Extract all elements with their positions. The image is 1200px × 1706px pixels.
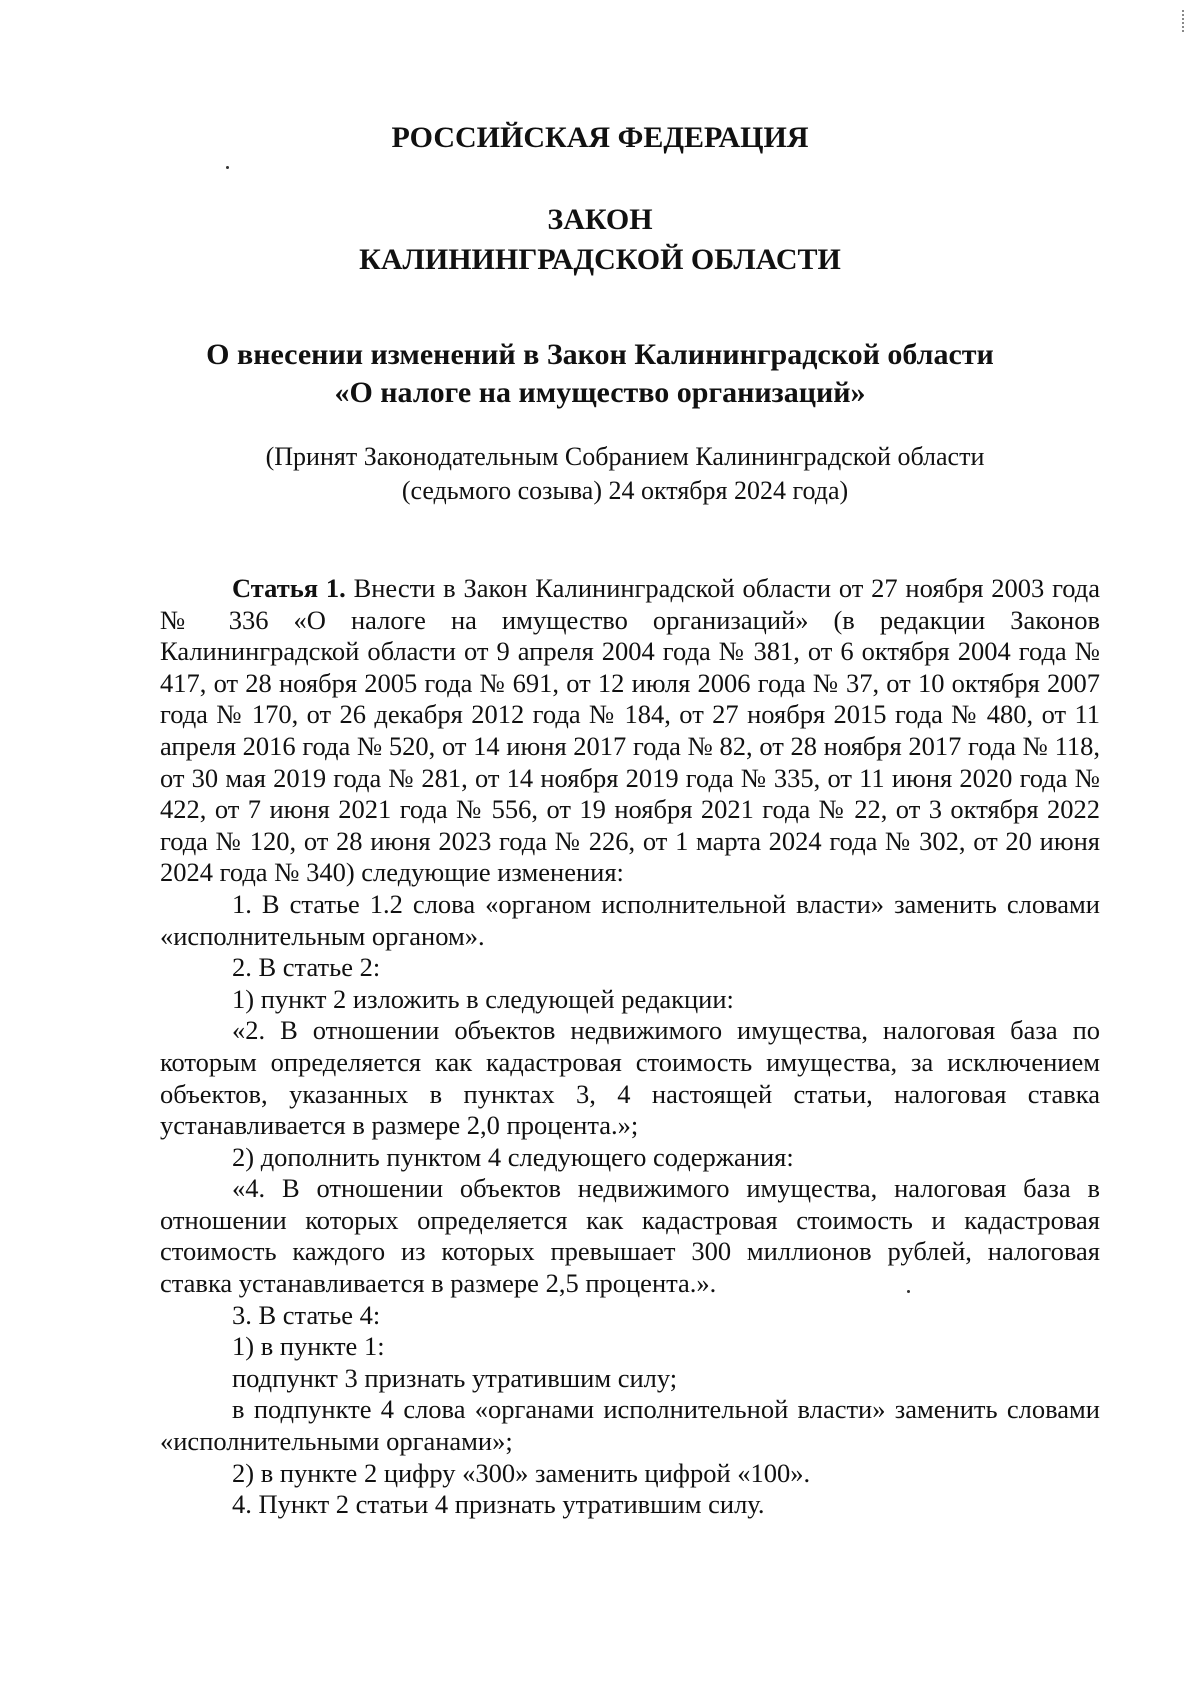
article-item-7: 3. В статье 4: [232, 1299, 381, 1330]
adoption-note-line-1: (Принят Законодательным Собранием Калининградской области [265, 442, 985, 471]
adoption-note-line-2: (седьмого созыва) 24 октября 2024 года) [401, 476, 849, 505]
law-subject [0, 336, 1200, 412]
law-title [0, 200, 1200, 280]
article-item-10: в подпункте 4 слова «органами исполнительной власти» заменить словами «исполнительными органами»; [160, 1394, 1100, 1457]
article-item-3: 1) пункт 2 изложить в следующей редакции: [232, 983, 734, 1014]
scan-mark [1182, 10, 1186, 32]
article-item-5: 2) дополнить пунктом 4 следующего содержания: [232, 1141, 794, 1172]
law-title-line-2: КАЛИНИНГРАДСКОЙ ОБЛАСТИ [359, 243, 841, 276]
scan-speck [226, 166, 229, 169]
scan-speck [907, 1290, 910, 1293]
law-title-line-1: ЗАКОН [547, 203, 653, 236]
article-item-12: 4. Пункт 2 статьи 4 признать утратившим силу. [232, 1489, 765, 1520]
article-item-11: 2) в пункте 2 цифру «300» заменить цифрой «100». [232, 1457, 811, 1488]
country-heading: РОССИЙСКАЯ ФЕДЕРАЦИЯ [391, 121, 809, 154]
article-item-9: подпункт 3 признать утратившим силу; [232, 1362, 678, 1393]
article-item-6: «4. В отношении объектов недвижимого имущества, налоговая база в отношении которых определяется как кадастровая стоимость и кадастровая стоимость каждого из которых превышает 300 миллионов рублей, налоговая ставка устанавливается в размере 2,5 процента.». [160, 1173, 1100, 1299]
article-intro [160, 573, 1100, 889]
article-item-4: «2. В отношении объектов недвижимого имущества, налоговая база по которым определяется как кадастровая стоимость имущества, за исключением объектов, указанных в пунктах 3, 4 настоящей статьи, налоговая ставка устанавливается в размере 2,0 процента.»; [160, 1015, 1100, 1141]
law-subject-line-2: «О налоге на имущество организаций» [334, 376, 866, 409]
adoption-note [0, 440, 1200, 508]
article-body [160, 573, 1100, 1521]
article-intro-text: Внести в Закон Калининградской области от 27 ноября 2003 года № 336 «О налоге на имущество организаций» (в редакции Законов Калининградской области от 9 апреля 2004 года № 381, от 6 октября 2004 года № 417, от 28 ноября 2005 года № 691, от 12 июля 2006 года № 37, от 10 октября 2007 года № 170, от 26 декабря 2012 года № 184, от 27 ноября 2015 года № 480, от 11 апреля 2016 года № 520, от 14 июня 2017 года № 82, от 28 ноября 2017 года № 118, от 30 мая 2019 года № 281, от 14 ноября 2019 года № 335, от 11 июня 2020 года № 422, от 7 июня 2021 года № 556, от 19 ноября 2021 года № 22, от 3 октября 2022 года № 120, от 28 июня 2023 года № 226, от 1 марта 2024 года № 302, от 20 июня 2024 года № 340) следующие изменения: [160, 573, 1101, 888]
law-subject-line-1: О внесении изменений в Закон Калининградской области [206, 338, 994, 371]
article-item-1: 1. В статье 1.2 слова «органом исполнительной власти» заменить словами «исполнительным органом». [160, 888, 1100, 951]
article-item-2: 2. В статье 2: [232, 952, 381, 983]
article-item-8: 1) в пункте 1: [232, 1331, 385, 1362]
article-label: Статья 1. [232, 573, 346, 603]
